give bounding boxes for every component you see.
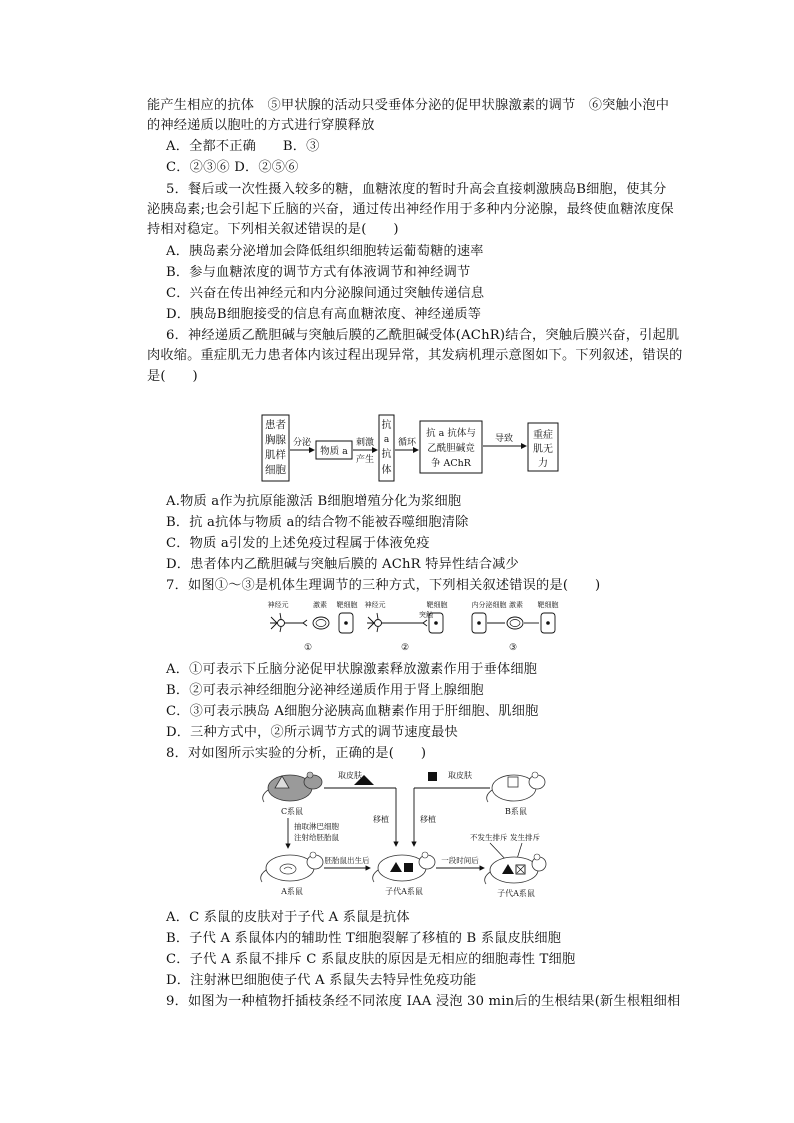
question-6-stem: 肉收缩。重症肌无力患者体内该过程出现异常，其发病机理示意图如下。下列叙述，错误的 bbox=[147, 348, 683, 363]
label-inject: 注射给胚胎鼠 bbox=[294, 833, 339, 842]
neuron-icon bbox=[367, 613, 427, 632]
blood-vessel-icon bbox=[313, 617, 329, 629]
box1-line: 胸腺 bbox=[265, 434, 286, 446]
question-9-stem: 9．如图为一种植物扦插枝条经不同浓度 IAA 浸泡 30 min后的生根结果(新生根粗细相 bbox=[166, 994, 681, 1009]
option-a: A.物质 a作为抗原能激活 B细胞增殖分化为浆细胞 bbox=[166, 494, 462, 509]
mouse-transplant-diagram bbox=[258, 768, 548, 900]
arrow-label: 刺激 bbox=[355, 438, 375, 448]
label-b-mouse: B系鼠 bbox=[505, 807, 527, 816]
box4-line: 乙酰胆碱竞 bbox=[427, 443, 475, 454]
label-transplant: 移植 bbox=[373, 815, 389, 824]
option-d: D．胰岛B细胞接受的信息有高血糖浓度、神经递质等 bbox=[166, 307, 482, 322]
option-d: D．患者体内乙酰胆碱与突触后膜的 AChR 特异性结合减少 bbox=[166, 557, 519, 572]
label-child-a-mouse: 子代A系鼠 bbox=[497, 889, 535, 898]
box4-line: 抗 a 抗体与 bbox=[426, 428, 476, 439]
box4-line: 争 AChR bbox=[431, 458, 471, 469]
label-no-reject: 不发生排斥 bbox=[470, 833, 508, 842]
box3-line: 抗 bbox=[381, 449, 392, 460]
arrow-label: 导致 bbox=[494, 434, 514, 444]
arrow-label: 循环 bbox=[397, 438, 417, 448]
panel-number: ② bbox=[400, 643, 410, 653]
label-endocrine-cell: 内分泌细胞 bbox=[471, 601, 507, 609]
box3-line: a bbox=[383, 435, 390, 445]
option-c: C．兴奋在传出神经元和内分泌腺间通过突触传递信息 bbox=[166, 286, 485, 301]
option-b: B．抗 a抗体与物质 a的结合物不能被吞噬细胞清除 bbox=[166, 515, 469, 530]
box5-line: 肌无 bbox=[533, 444, 553, 455]
label-target: 靶细胞 bbox=[537, 601, 559, 609]
label-after: 一段时间后 bbox=[441, 856, 479, 865]
option-c: C．子代 A 系鼠不排斥 C 系鼠皮肤的原因是无相应的细胞毒性 T细胞 bbox=[166, 952, 576, 967]
option-line: C．②③⑥ D．②⑤⑥ bbox=[166, 160, 299, 175]
option-a: A．胰岛素分泌增加会降低组织细胞转运葡萄糖的速率 bbox=[166, 244, 484, 259]
c-mouse-icon bbox=[263, 772, 322, 802]
box3-line: 抗 bbox=[381, 420, 392, 431]
arrow-label: 分泌 bbox=[292, 438, 312, 448]
question-7-stem: 7．如图①～③是机体生理调节的三种方式，下列相关叙述错误的是( ) bbox=[166, 578, 601, 593]
label-a-mouse: A系鼠 bbox=[281, 887, 303, 896]
box2-label: 物质 a bbox=[320, 446, 348, 457]
option-b: B．②可表示神经细胞分泌神经递质作用于肾上腺细胞 bbox=[166, 683, 484, 698]
box1-line: 患者 bbox=[265, 419, 286, 431]
label-target: 靶细胞 bbox=[336, 601, 358, 609]
b-mouse-icon bbox=[487, 772, 545, 802]
panel-number: ③ bbox=[508, 643, 518, 653]
text-line: 能产生相应的抗体 ⑤甲状腺的活动只受垂体分泌的促甲状腺激素的调节 ⑥突触小泡中 bbox=[147, 98, 670, 113]
question-5-stem: 泌胰岛素;也会引起下丘脑的兴奋，通过传出神经作用于多种内分泌腺，最终使血糖浓度保 bbox=[147, 202, 674, 217]
question-6-stem: 是( ) bbox=[147, 369, 198, 384]
box5-line: 力 bbox=[538, 458, 548, 469]
option-b: B．参与血糖浓度的调节方式有体液调节和神经调节 bbox=[166, 265, 471, 280]
box1-line: 细胞 bbox=[265, 464, 286, 476]
arrow-label: 产生 bbox=[355, 455, 375, 465]
option-d: D．三种方式中，②所示调节方式的调节速度最快 bbox=[166, 725, 458, 740]
label-hormone: 激素 bbox=[313, 601, 327, 609]
option-d: D．注射淋巴细胞使子代 A 系鼠失去特异性免疫功能 bbox=[166, 973, 477, 988]
label-c-mouse: C系鼠 bbox=[280, 807, 304, 816]
question-5-stem: 5．餐后或一次性摄入较多的糖，血糖浓度的暂时升高会直接刺激胰岛B细胞，使其分 bbox=[166, 182, 667, 197]
label-child-a-mouse: 子代A系鼠 bbox=[385, 887, 423, 896]
mechanism-flowchart bbox=[260, 412, 560, 484]
box5-line: 重症 bbox=[533, 430, 553, 441]
question-6-stem: 6．神经递质乙酰胆碱与突触后膜的乙酰胆碱受体(AChR)结合，突触后膜兴奋，引起肌 bbox=[166, 328, 680, 343]
question-8-stem: 8．对如图所示实验的分析，正确的是( ) bbox=[166, 746, 427, 761]
label-target: 靶细胞 bbox=[426, 601, 448, 609]
label-transplant: 移植 bbox=[420, 815, 436, 824]
question-5-stem: 持相对稳定。下列相关叙述错误的是( ) bbox=[147, 222, 399, 237]
regulation-diagram bbox=[263, 598, 563, 654]
option-c: C．物质 a引发的上述免疫过程属于体液免疫 bbox=[166, 536, 430, 551]
option-a: A．①可表示下丘脑分泌促甲状腺激素释放激素作用于垂体细胞 bbox=[166, 662, 538, 677]
label-synapse: 突触 bbox=[419, 611, 433, 619]
option-c: C．③可表示胰岛 A细胞分泌胰高血糖素作用于肝细胞、肌细胞 bbox=[166, 704, 539, 719]
box1-line: 肌样 bbox=[265, 449, 286, 461]
child-a-mouse-icon bbox=[485, 854, 546, 884]
panel-number: ① bbox=[303, 643, 313, 653]
label-neuron: 神经元 bbox=[364, 601, 386, 609]
square-skin-icon bbox=[428, 772, 437, 781]
label-born: 胚胎鼠出生后 bbox=[324, 856, 370, 865]
label-neuron: 神经元 bbox=[267, 601, 289, 609]
option-a: A．C 系鼠的皮肤对于子代 A 系鼠是抗体 bbox=[166, 910, 410, 925]
label-take-skin: 取皮肤 bbox=[448, 771, 472, 780]
label-reject: 发生排斥 bbox=[510, 833, 540, 842]
a-mouse-pregnant-icon bbox=[261, 852, 323, 882]
text-line: 的神经递质以胞吐的方式进行穿膜释放 bbox=[147, 118, 375, 133]
label-inject: 抽取淋巴细胞 bbox=[294, 822, 339, 831]
blood-vessel-icon bbox=[507, 617, 523, 629]
box3-line: 体 bbox=[381, 465, 392, 476]
option-line: A．全都不正确 B．③ bbox=[166, 139, 320, 154]
child-a-mouse-icon bbox=[373, 852, 435, 882]
neuron-icon bbox=[270, 613, 307, 632]
label-hormone: 激素 bbox=[509, 601, 523, 609]
label-take-skin: 取皮肤 bbox=[338, 771, 362, 780]
option-b: B．子代 A 系鼠体内的辅助性 T细胞裂解了移植的 B 系鼠皮肤细胞 bbox=[166, 931, 562, 946]
